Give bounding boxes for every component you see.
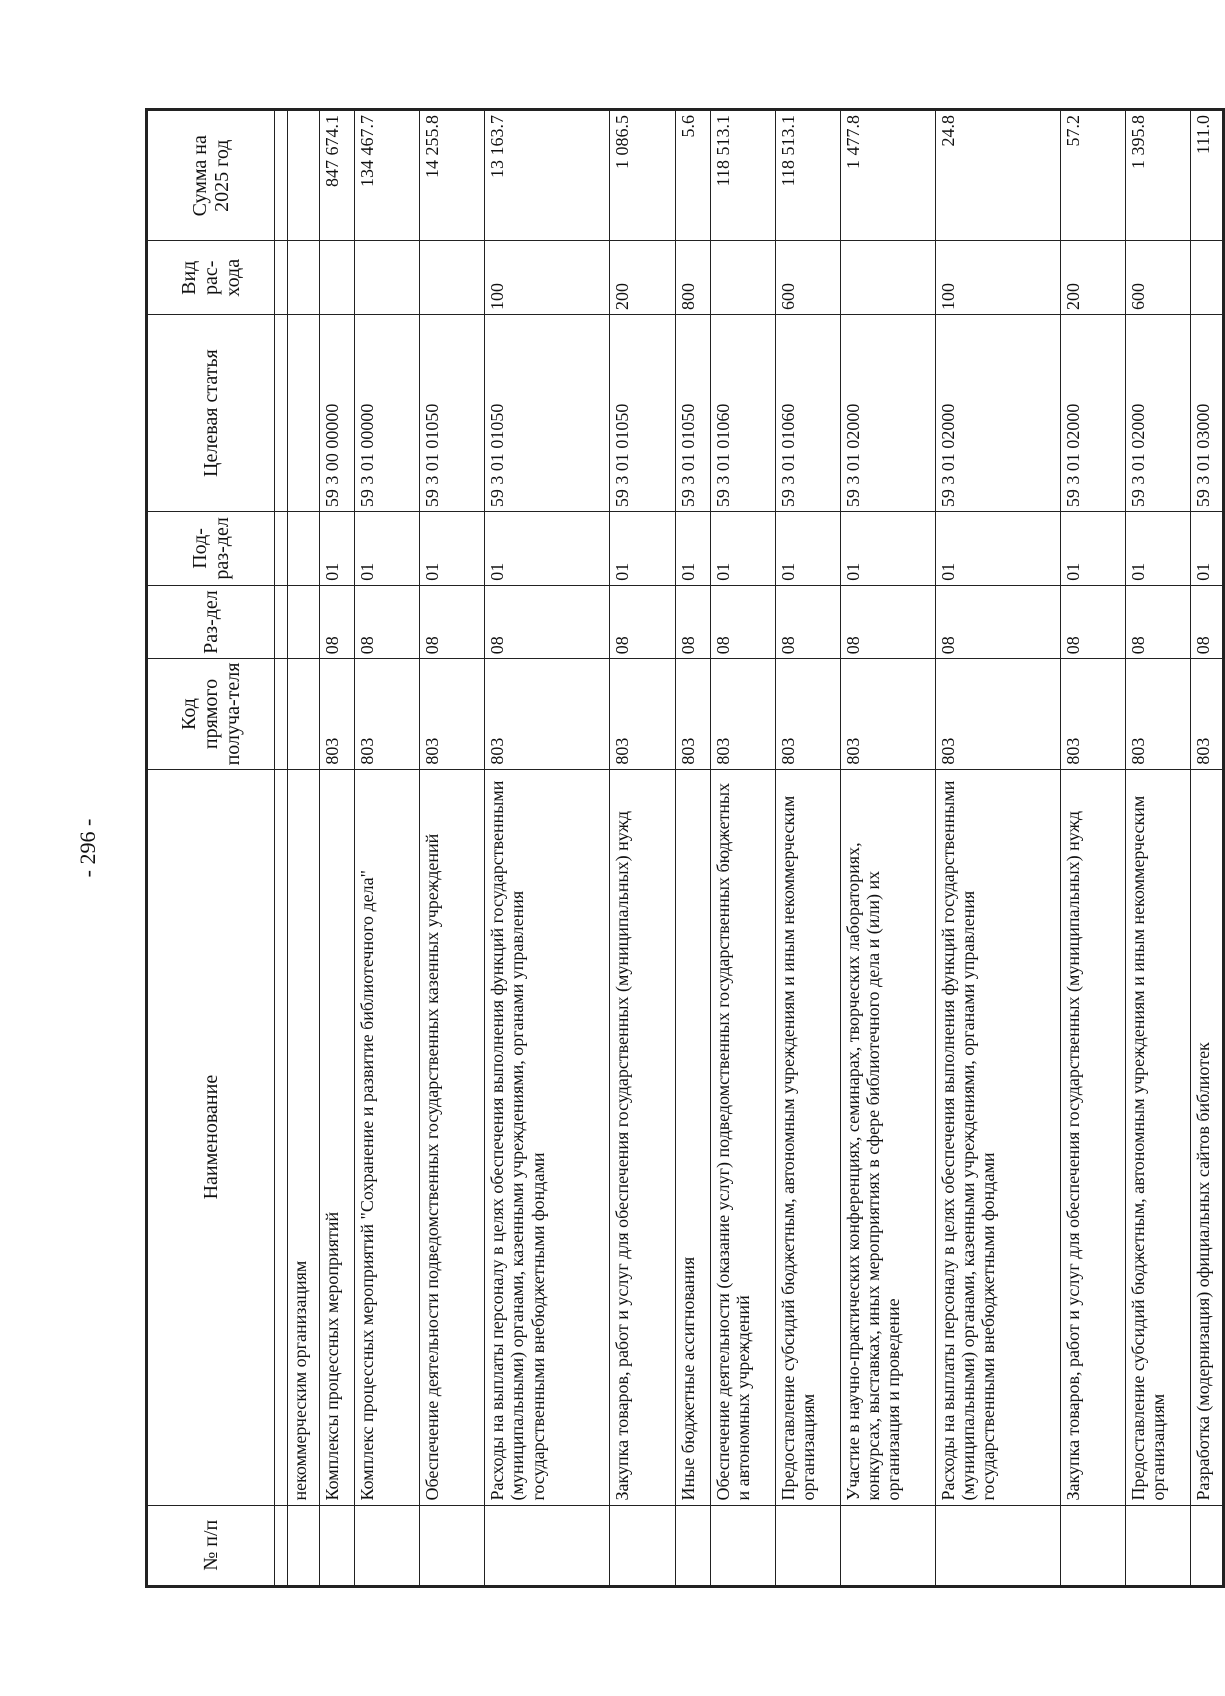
cell-razdel: 08 <box>420 585 485 659</box>
table-row <box>287 110 320 1587</box>
cell-podrazdel: 01 <box>775 512 840 586</box>
table-row <box>485 110 610 1587</box>
table-row <box>1126 110 1191 1587</box>
cell-grbs: 803 <box>1126 659 1191 769</box>
cell-grbs: 803 <box>775 659 840 769</box>
cell-name: Закупка товаров, работ и услуг для обеспечения государственных (муниципальных) нужд <box>610 769 675 1505</box>
cell-podrazdel: 01 <box>610 512 675 586</box>
cell-razdel: 08 <box>1061 585 1126 659</box>
cell-np <box>710 1505 775 1586</box>
table-row <box>320 110 355 1587</box>
cell-name: Обеспечение деятельности подведомственных государственных казенных учреждений <box>420 769 485 1505</box>
cell-name: Закупка товаров, работ и услуг для обеспечения государственных (муниципальных) нужд <box>1061 769 1126 1505</box>
cell-podrazdel: 01 <box>675 512 710 586</box>
cell-grbs: 803 <box>485 659 610 769</box>
cell-podrazdel: 01 <box>1126 512 1191 586</box>
table-row <box>420 110 485 1587</box>
cell-podrazdel: 01 <box>840 512 935 586</box>
cell-vr <box>287 241 320 315</box>
cell-np <box>840 1505 935 1586</box>
cell-vr <box>420 241 485 315</box>
cell-cs: 59 3 01 02000 <box>840 315 935 512</box>
cell-name: Предоставление субсидий бюджетным, автономным учреждениям и иным некоммерческим организациям <box>1126 769 1191 1505</box>
cell-name: Комплексы процессных мероприятий <box>320 769 355 1505</box>
table-header-row <box>147 110 275 1587</box>
cell-np <box>320 1505 355 1586</box>
cell-vr: 100 <box>485 241 610 315</box>
cell-vr: 800 <box>675 241 710 315</box>
cell-podrazdel: 01 <box>320 512 355 586</box>
cell-razdel: 08 <box>1191 585 1224 659</box>
cell-cs: 59 3 01 01050 <box>485 315 610 512</box>
cell-grbs: 803 <box>610 659 675 769</box>
header-vr: Вид рас-хода <box>147 241 275 315</box>
cell-cs: 59 3 01 01060 <box>775 315 840 512</box>
cell-vr: 600 <box>1126 241 1191 315</box>
cell-sum: 118 513.1 <box>775 110 840 241</box>
cell-grbs: 803 <box>1191 659 1224 769</box>
cell-podrazdel: 01 <box>1191 512 1224 586</box>
cell-grbs: 803 <box>710 659 775 769</box>
cell-np <box>1126 1505 1191 1586</box>
cell-vr: 200 <box>610 241 675 315</box>
table-row <box>840 110 935 1587</box>
cell-razdel: 08 <box>710 585 775 659</box>
cell-razdel <box>287 585 320 659</box>
cell-np <box>355 1505 420 1586</box>
cell-cs: 59 3 01 01050 <box>610 315 675 512</box>
cell-name: Обеспечение деятельности (оказание услуг) подведомственных государственных бюджетных и автономных учреждений <box>710 769 775 1505</box>
spacer-cell <box>275 315 288 512</box>
cell-np <box>675 1505 710 1586</box>
cell-np <box>485 1505 610 1586</box>
cell-cs <box>287 315 320 512</box>
cell-sum: 1 395.8 <box>1126 110 1191 241</box>
spacer-cell <box>275 769 288 1505</box>
cell-grbs: 803 <box>840 659 935 769</box>
cell-np <box>610 1505 675 1586</box>
table-row <box>710 110 775 1587</box>
spacer-cell <box>275 110 288 241</box>
cell-razdel: 08 <box>840 585 935 659</box>
cell-razdel: 08 <box>355 585 420 659</box>
cell-sum: 13 163.7 <box>485 110 610 241</box>
cell-podrazdel <box>287 512 320 586</box>
spacer-cell <box>275 1505 288 1586</box>
header-sum: Сумма на 2025 год <box>147 110 275 241</box>
cell-razdel: 08 <box>775 585 840 659</box>
table-spacer-row <box>275 110 288 1587</box>
cell-name: Участие в научно-практических конференциях, семинарах, творческих лабораториях, конкурсах, выставках, иных мероприятиях в сфере библиотечного дела и (или) их организация и проведение <box>840 769 935 1505</box>
cell-np <box>1061 1505 1126 1586</box>
header-np: № п/п <box>147 1505 275 1586</box>
cell-vr <box>355 241 420 315</box>
cell-sum: 111.0 <box>1191 110 1224 241</box>
cell-cs: 59 3 01 02000 <box>1126 315 1191 512</box>
table-row <box>775 110 840 1587</box>
header-cs: Целевая статья <box>147 315 275 512</box>
page-number: - 296 - <box>75 818 100 878</box>
cell-vr: 100 <box>935 241 1060 315</box>
cell-vr: 200 <box>1061 241 1126 315</box>
cell-podrazdel: 01 <box>355 512 420 586</box>
header-grbs: Код прямого получа-теля <box>147 659 275 769</box>
budget-table <box>145 108 1225 1588</box>
cell-vr <box>840 241 935 315</box>
header-razdel: Раз-дел <box>147 585 275 659</box>
spacer-cell <box>275 241 288 315</box>
cell-grbs: 803 <box>675 659 710 769</box>
cell-cs: 59 3 01 01050 <box>675 315 710 512</box>
cell-grbs: 803 <box>320 659 355 769</box>
cell-cs: 59 3 01 01050 <box>420 315 485 512</box>
cell-sum: 57.2 <box>1061 110 1126 241</box>
cell-sum: 24.8 <box>935 110 1060 241</box>
cell-name: Расходы на выплаты персоналу в целях обеспечения выполнения функций государственными (муниципальными) органами, казенными учреждениями, органами управления государственными внебюджетными фондами <box>485 769 610 1505</box>
spacer-cell <box>275 585 288 659</box>
cell-podrazdel: 01 <box>935 512 1060 586</box>
cell-cs: 59 3 01 01060 <box>710 315 775 512</box>
cell-np <box>935 1505 1060 1586</box>
cell-razdel: 08 <box>610 585 675 659</box>
cell-name: Комплекс процессных мероприятий "Сохранение и развитие библиотечного дела" <box>355 769 420 1505</box>
cell-sum: 14 255.8 <box>420 110 485 241</box>
cell-sum: 1 477.8 <box>840 110 935 241</box>
cell-podrazdel: 01 <box>485 512 610 586</box>
cell-name: некоммерческим организациям <box>287 769 320 1505</box>
cell-grbs: 803 <box>420 659 485 769</box>
cell-name: Расходы на выплаты персоналу в целях обеспечения выполнения функций государственными (муниципальными) органами, казенными учреждениями, органами управления государственными внебюджетными фондами <box>935 769 1060 1505</box>
cell-podrazdel: 01 <box>710 512 775 586</box>
cell-grbs: 803 <box>355 659 420 769</box>
cell-name: Иные бюджетные ассигнования <box>675 769 710 1505</box>
table-row <box>355 110 420 1587</box>
cell-razdel: 08 <box>935 585 1060 659</box>
cell-grbs <box>287 659 320 769</box>
cell-grbs: 803 <box>935 659 1060 769</box>
rotated-table-container <box>145 108 1225 1588</box>
cell-name: Разработка (модернизация) официальных сайтов библиотек <box>1191 769 1224 1505</box>
header-name: Наименование <box>147 769 275 1505</box>
cell-cs: 59 3 01 00000 <box>355 315 420 512</box>
cell-razdel: 08 <box>1126 585 1191 659</box>
table-row <box>1061 110 1126 1587</box>
cell-grbs: 803 <box>1061 659 1126 769</box>
spacer-cell <box>275 659 288 769</box>
cell-sum: 118 513.1 <box>710 110 775 241</box>
cell-np <box>420 1505 485 1586</box>
cell-np <box>287 1505 320 1586</box>
cell-np <box>775 1505 840 1586</box>
cell-razdel: 08 <box>485 585 610 659</box>
cell-sum: 134 467.7 <box>355 110 420 241</box>
table-row <box>610 110 675 1587</box>
cell-sum: 5.6 <box>675 110 710 241</box>
table-row <box>1191 110 1224 1587</box>
cell-podrazdel: 01 <box>420 512 485 586</box>
table-row <box>675 110 710 1587</box>
cell-sum: 1 086.5 <box>610 110 675 241</box>
table-row <box>935 110 1060 1587</box>
cell-vr <box>710 241 775 315</box>
cell-sum: 847 674.1 <box>320 110 355 241</box>
cell-podrazdel: 01 <box>1061 512 1126 586</box>
cell-vr <box>320 241 355 315</box>
header-podrazdel: Под-раз-дел <box>147 512 275 586</box>
cell-np <box>1191 1505 1224 1586</box>
cell-name: Предоставление субсидий бюджетным, автономным учреждениям и иным некоммерческим организациям <box>775 769 840 1505</box>
cell-cs: 59 3 01 03000 <box>1191 315 1224 512</box>
cell-razdel: 08 <box>675 585 710 659</box>
cell-sum <box>287 110 320 241</box>
cell-cs: 59 3 00 00000 <box>320 315 355 512</box>
cell-cs: 59 3 01 02000 <box>935 315 1060 512</box>
spacer-cell <box>275 512 288 586</box>
cell-vr: 600 <box>775 241 840 315</box>
cell-cs: 59 3 01 02000 <box>1061 315 1126 512</box>
cell-razdel: 08 <box>320 585 355 659</box>
cell-vr <box>1191 241 1224 315</box>
